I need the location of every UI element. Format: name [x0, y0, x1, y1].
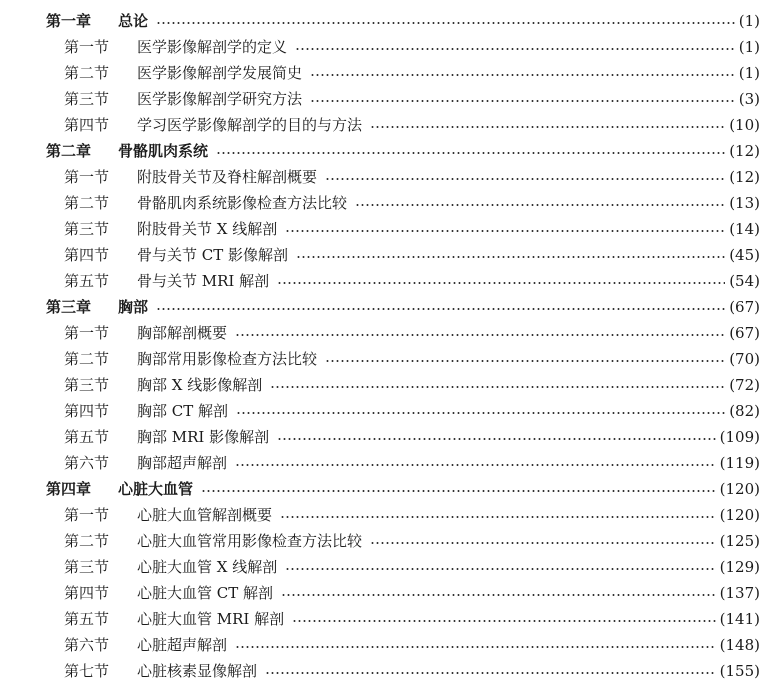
toc-section-row[interactable]	[0, 632, 780, 658]
section-title: 心脏大血管解剖概要	[137, 506, 273, 524]
dot-leader	[156, 308, 725, 310]
section-title: 附肢骨关节 X 线解剖	[137, 220, 278, 238]
chapter-title: 总论	[118, 12, 149, 30]
page-number: (70)	[729, 350, 760, 368]
dot-leader	[370, 542, 716, 544]
toc-section-row[interactable]	[0, 86, 780, 112]
toc-section-row[interactable]	[0, 502, 780, 528]
section-number: 第四节	[64, 246, 110, 264]
section-title: 心脏超声解剖	[137, 636, 228, 654]
page-number: (148)	[719, 636, 760, 654]
toc-section-row[interactable]	[0, 164, 780, 190]
dot-leader	[285, 230, 725, 232]
section-title: 附肢骨关节及脊柱解剖概要	[137, 168, 318, 186]
toc-chapter-row[interactable]	[0, 294, 780, 320]
section-title: 医学影像解剖学的定义	[137, 38, 288, 56]
section-number: 第二节	[64, 194, 110, 212]
page-number: (67)	[729, 324, 760, 342]
page-number: (13)	[729, 194, 760, 212]
dot-leader	[280, 516, 716, 518]
section-title: 胸部 X 线影像解剖	[137, 376, 263, 394]
page-number: (54)	[729, 272, 760, 290]
section-number: 第二节	[64, 350, 110, 368]
chapter-number: 第四章	[46, 480, 92, 498]
toc-section-row[interactable]	[0, 34, 780, 60]
chapter-number: 第三章	[46, 298, 92, 316]
chapter-number: 第二章	[46, 142, 92, 160]
toc-section-row[interactable]	[0, 528, 780, 554]
page-number: (137)	[719, 584, 760, 602]
section-title: 骨与关节 CT 影像解剖	[137, 246, 289, 264]
section-number: 第二节	[64, 64, 110, 82]
dot-leader	[370, 126, 725, 128]
page-number: (141)	[719, 610, 760, 628]
toc-chapter-row[interactable]	[0, 476, 780, 502]
page-number: (1)	[738, 38, 760, 56]
dot-leader	[235, 646, 716, 648]
dot-leader	[285, 568, 715, 570]
section-number: 第四节	[64, 116, 110, 134]
section-number: 第四节	[64, 584, 110, 602]
toc-section-row[interactable]	[0, 424, 780, 450]
section-title: 骨骼肌肉系统影像检查方法比较	[137, 194, 348, 212]
dot-leader	[201, 490, 716, 492]
page-number: (120)	[719, 506, 760, 524]
page-number: (1)	[738, 64, 760, 82]
dot-leader	[310, 100, 735, 102]
section-number: 第一节	[64, 168, 110, 186]
toc-section-row[interactable]	[0, 398, 780, 424]
section-title: 学习医学影像解剖学的目的与方法	[137, 116, 363, 134]
section-number: 第六节	[64, 636, 110, 654]
toc-chapter-row[interactable]	[0, 138, 780, 164]
section-title: 胸部常用影像检查方法比较	[137, 350, 318, 368]
dot-leader	[265, 672, 716, 674]
section-number: 第七节	[64, 662, 110, 680]
dot-leader	[281, 594, 716, 596]
section-number: 第三节	[64, 558, 110, 576]
dot-leader	[310, 74, 735, 76]
dot-leader	[292, 620, 716, 622]
page-number: (72)	[729, 376, 760, 394]
section-number: 第一节	[64, 506, 110, 524]
section-number: 第六节	[64, 454, 110, 472]
chapter-title: 胸部	[118, 298, 149, 316]
section-number: 第五节	[64, 610, 110, 628]
section-title: 心脏大血管常用影像检查方法比较	[137, 532, 363, 550]
section-title: 心脏大血管 CT 解剖	[137, 584, 274, 602]
toc-section-row[interactable]	[0, 268, 780, 294]
dot-leader	[235, 334, 725, 336]
toc-section-row[interactable]	[0, 450, 780, 476]
section-number: 第四节	[64, 402, 110, 420]
section-title: 胸部 MRI 影像解剖	[137, 428, 270, 446]
section-title: 心脏大血管 X 线解剖	[137, 558, 278, 576]
dot-leader	[216, 152, 725, 154]
dot-leader	[325, 178, 725, 180]
section-number: 第五节	[64, 428, 110, 446]
dot-leader	[270, 386, 725, 388]
section-number: 第三节	[64, 376, 110, 394]
dot-leader	[296, 256, 725, 258]
page-number: (67)	[729, 298, 760, 316]
toc-section-row[interactable]	[0, 60, 780, 86]
page-number: (119)	[719, 454, 760, 472]
section-title: 医学影像解剖学研究方法	[137, 90, 303, 108]
page-number: (125)	[719, 532, 760, 550]
section-number: 第一节	[64, 324, 110, 342]
chapter-title: 骨骼肌肉系统	[118, 142, 209, 160]
chapter-title: 心脏大血管	[118, 480, 194, 498]
page-number: (109)	[719, 428, 760, 446]
page-number: (12)	[729, 142, 760, 160]
toc-chapter-row[interactable]	[0, 8, 780, 34]
section-number: 第五节	[64, 272, 110, 290]
section-title: 骨与关节 MRI 解剖	[137, 272, 270, 290]
section-number: 第三节	[64, 220, 110, 238]
section-title: 医学影像解剖学发展简史	[137, 64, 303, 82]
dot-leader	[355, 204, 725, 206]
chapter-number: 第一章	[46, 12, 92, 30]
section-title: 胸部 CT 解剖	[137, 402, 229, 420]
section-number: 第一节	[64, 38, 110, 56]
page-number: (120)	[719, 480, 760, 498]
page-number: (1)	[738, 12, 760, 30]
dot-leader	[235, 464, 716, 466]
section-title: 胸部超声解剖	[137, 454, 228, 472]
toc-section-row[interactable]	[0, 580, 780, 606]
toc-section-row[interactable]	[0, 372, 780, 398]
page-number: (129)	[719, 558, 760, 576]
toc-section-row[interactable]	[0, 320, 780, 346]
page-number: (45)	[729, 246, 760, 264]
section-number: 第二节	[64, 532, 110, 550]
page-number: (14)	[729, 220, 760, 238]
toc-section-row[interactable]	[0, 606, 780, 632]
dot-leader	[236, 412, 725, 414]
section-title: 胸部解剖概要	[137, 324, 228, 342]
toc-section-row[interactable]	[0, 346, 780, 372]
page-number: (82)	[729, 402, 760, 420]
toc-section-row[interactable]	[0, 112, 780, 138]
dot-leader	[277, 438, 716, 440]
toc-section-row[interactable]	[0, 190, 780, 216]
dot-leader	[295, 48, 735, 50]
page-number: (10)	[729, 116, 760, 134]
dot-leader	[325, 360, 725, 362]
toc-section-row[interactable]	[0, 658, 780, 684]
section-number: 第三节	[64, 90, 110, 108]
section-title: 心脏核素显像解剖	[137, 662, 258, 680]
toc-section-row[interactable]	[0, 242, 780, 268]
section-title: 心脏大血管 MRI 解剖	[137, 610, 285, 628]
page-number: (12)	[729, 168, 760, 186]
dot-leader	[277, 282, 725, 284]
page-number: (155)	[719, 662, 760, 680]
dot-leader	[156, 22, 735, 24]
page-number: (3)	[738, 90, 760, 108]
toc-section-row[interactable]	[0, 554, 780, 580]
toc-section-row[interactable]	[0, 216, 780, 242]
